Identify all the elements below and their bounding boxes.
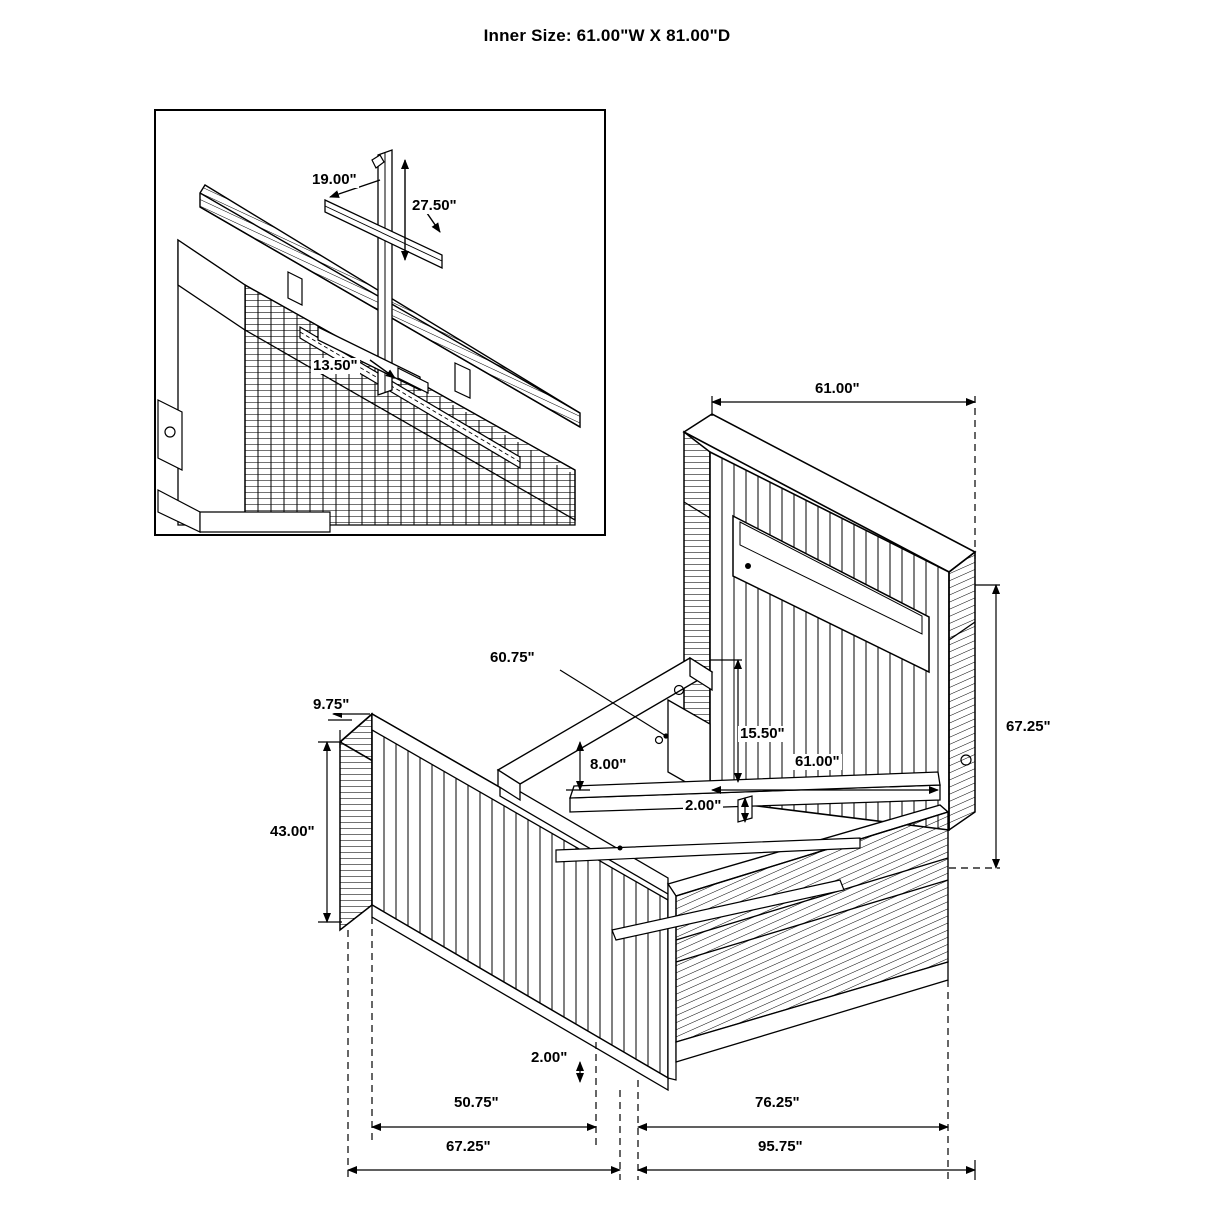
dimension-label-width-top: 61.00" [815,380,860,397]
dimension-label-rail-inner-width: 61.00" [795,753,840,770]
dimension-label-slat-thickness: 2.00" [685,797,722,814]
dimension-label-footboard-width: 50.75" [454,1094,499,1111]
dimension-label-foot-thickness: 2.00" [531,1049,568,1066]
inset-detail-group [155,110,605,535]
dimension-label-inset-19: 19.00" [312,171,357,188]
dimension-label-inset-1350: 13.50" [313,357,358,374]
dimension-label-bed-depth-inner: 76.25" [755,1094,800,1111]
dimension-label-overall-footboard-width: 67.25" [446,1138,491,1155]
dimension-label-deck-height: 8.00" [590,756,627,773]
dimension-label-footboard-top-depth: 9.75" [313,696,350,713]
page-title: Inner Size: 61.00"W X 81.00"D [483,26,731,45]
dimension-label-overall-depth: 95.75" [758,1138,803,1155]
dimension-label-side-rail-length: 60.75" [490,649,535,666]
dimension-label-headboard-height: 67.25" [1006,718,1051,735]
dimension-label-footboard-height: 43.00" [270,823,315,840]
dimension-label-inset-2750: 27.50" [412,197,457,214]
dimension-label-slat-height: 15.50" [740,725,785,742]
